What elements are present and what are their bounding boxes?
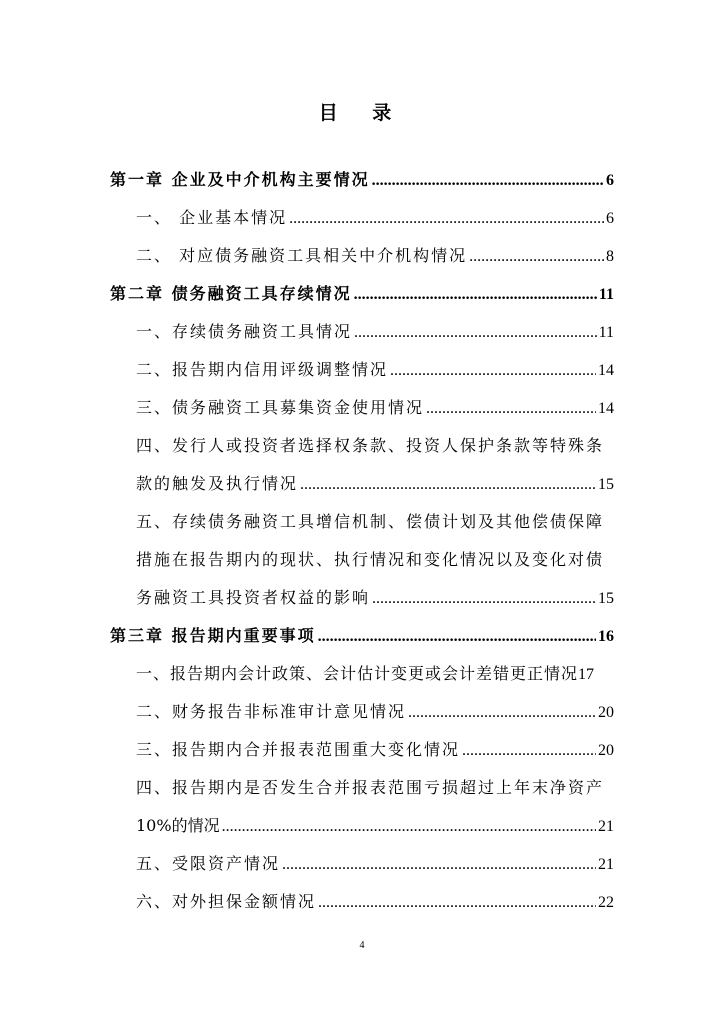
toc-page-number: 6 — [606, 172, 614, 189]
toc-section-3-4[interactable] — [136, 813, 614, 839]
dot-leader — [390, 358, 596, 384]
toc-page-number: 21 — [598, 856, 614, 873]
dot-leader — [426, 396, 596, 422]
toc-title: 目 录 — [318, 102, 406, 124]
toc-page-number: 15 — [598, 590, 614, 607]
toc-entry-text: 一、报告期内会计政策、会计估计变更或会计差错更正情况 — [136, 664, 579, 683]
toc-entry-text: 三、债务融资工具募集资金使用情况 — [136, 398, 425, 417]
dot-leader — [462, 738, 596, 764]
toc-page-number: 11 — [598, 286, 614, 303]
toc-section-2-2[interactable] — [136, 357, 614, 383]
page-number: 4 — [359, 940, 365, 951]
toc-chapter-3[interactable] — [110, 623, 614, 649]
dot-leader — [372, 168, 604, 194]
toc-section-2-1[interactable] — [136, 319, 614, 345]
toc-entry-text: 10%的情况 — [136, 816, 220, 835]
toc-entry-text: 第一章 企业及中介机构主要情况 — [110, 170, 370, 189]
toc-section-3-5[interactable] — [136, 851, 614, 877]
toc-chapter-1[interactable] — [110, 167, 614, 193]
toc-section-2-4[interactable] — [136, 471, 614, 497]
toc-section-2-5-line-2[interactable]: 措施在报告期内的现状、执行情况和变化情况以及变化对债 — [136, 550, 605, 569]
toc-entry-text: 款的触发及执行情况 — [136, 474, 299, 493]
dot-leader — [282, 852, 596, 878]
toc-entry-text: 第三章 报告期内重要事项 — [110, 626, 316, 645]
toc-entry-text: 二、财务报告非标准审计意见情况 — [136, 702, 407, 721]
dot-leader — [354, 320, 597, 346]
toc-page-number: 11 — [598, 324, 614, 341]
toc-entry-text: 二、 对应债务融资工具相关中介机构情况 — [136, 246, 468, 265]
toc-section-2-3[interactable] — [136, 395, 614, 421]
toc-entry-text: 务融资工具投资者权益的影响 — [136, 588, 371, 607]
dot-leader — [222, 814, 596, 840]
toc-page-number: 6 — [606, 210, 614, 227]
toc-section-3-2[interactable] — [136, 699, 614, 725]
dot-leader — [408, 700, 596, 726]
toc-section-1-1[interactable] — [136, 205, 614, 231]
toc-entry-text: 一、 企业基本情况 — [136, 208, 288, 227]
toc-entry-text: 第二章 债务融资工具存续情况 — [110, 284, 352, 303]
dot-leader — [318, 624, 596, 650]
toc-entry-text: 五、受限资产情况 — [136, 854, 281, 873]
toc-entry-text: 六、对外担保金额情况 — [136, 892, 317, 911]
dot-leader — [372, 586, 596, 612]
toc-page-number: 21 — [598, 818, 614, 835]
toc-page-number: 20 — [598, 704, 614, 721]
dot-leader — [289, 206, 604, 232]
toc-section-2-4-line-1[interactable]: 四、发行人或投资者选择权条款、投资人保护条款等特殊条 — [136, 436, 605, 455]
toc-section-3-3[interactable] — [136, 737, 614, 763]
toc-page-number: 14 — [598, 362, 614, 379]
toc-page-number: 17 — [578, 666, 595, 683]
toc-page-number: 22 — [598, 894, 614, 911]
toc-page-number: 14 — [598, 400, 614, 417]
toc-section-3-6[interactable] — [136, 889, 614, 915]
dot-leader — [354, 282, 597, 308]
toc-section-3-1[interactable] — [136, 661, 626, 687]
toc-entry-text: 二、报告期内信用评级调整情况 — [136, 360, 389, 379]
dot-leader — [469, 244, 604, 270]
dot-leader — [300, 472, 596, 498]
dot-leader — [318, 890, 596, 916]
toc-page-number: 16 — [598, 628, 614, 645]
toc-page-number: 8 — [606, 248, 614, 265]
toc-page-number: 15 — [598, 476, 614, 493]
toc-section-2-5-line-1[interactable]: 五、存续债务融资工具增信机制、偿债计划及其他偿债保障 — [136, 512, 605, 531]
toc-page-number: 20 — [598, 742, 614, 759]
toc-section-2-5[interactable] — [136, 585, 614, 611]
toc-entry-text: 一、存续债务融资工具情况 — [136, 322, 353, 341]
toc-entry-text: 三、报告期内合并报表范围重大变化情况 — [136, 740, 461, 759]
toc-section-1-2[interactable] — [136, 243, 614, 269]
toc-chapter-2[interactable] — [110, 281, 614, 307]
toc-section-3-4-line-1[interactable]: 四、报告期内是否发生合并报表范围亏损超过上年末净资产 — [136, 778, 605, 797]
